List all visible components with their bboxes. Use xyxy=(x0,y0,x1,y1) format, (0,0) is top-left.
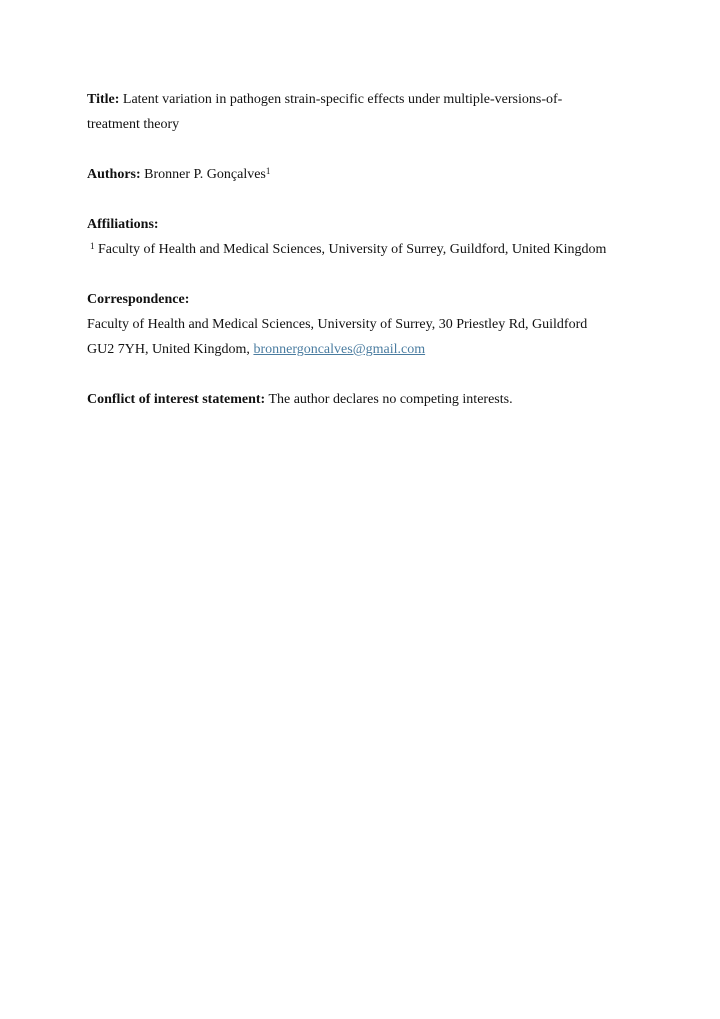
authors-section xyxy=(87,162,647,187)
correspondence-address-line-2 xyxy=(87,337,647,362)
conflict-label: Conflict of interest statement: xyxy=(87,392,266,407)
title-line-1 xyxy=(87,87,647,112)
affiliations-heading-line xyxy=(87,212,647,237)
title-label: Title: xyxy=(87,92,120,107)
correspondence-address-line-1 xyxy=(87,312,647,337)
affiliation-text: Faculty of Health and Medical Sciences, University of Surrey, Guildford, United Kingdom xyxy=(98,242,607,257)
correspondence-label: Correspondence: xyxy=(87,292,190,307)
authors-label: Authors: xyxy=(87,167,141,182)
affiliations-label: Affiliations: xyxy=(87,217,159,232)
affiliation-marker: 1 xyxy=(90,241,95,251)
title-section xyxy=(87,87,647,137)
title-text-1: Latent variation in pathogen strain-specific effects under multiple-versions-of- xyxy=(122,92,563,107)
authors-line xyxy=(87,162,647,187)
email-link[interactable]: bronnergoncalves@gmail.com xyxy=(253,342,426,357)
affiliation-item xyxy=(87,237,647,262)
correspondence-section xyxy=(87,287,647,362)
author-affiliation-marker: 1 xyxy=(265,166,271,176)
conflict-section xyxy=(87,387,647,412)
correspondence-address-2: GU2 7YH, United Kingdom, xyxy=(87,342,254,357)
correspondence-address-1: Faculty of Health and Medical Sciences, University of Surrey, 30 Priestley Rd, Guildford xyxy=(87,317,588,332)
author-name: Bronner P. Gonçalves xyxy=(144,167,266,182)
title-text-2: treatment theory xyxy=(87,117,180,132)
title-line-2 xyxy=(87,112,647,137)
conflict-line xyxy=(87,387,647,412)
correspondence-heading-line xyxy=(87,287,647,312)
conflict-text: The author declares no competing interests. xyxy=(268,392,513,407)
title-page xyxy=(87,87,647,437)
affiliations-section xyxy=(87,212,647,262)
